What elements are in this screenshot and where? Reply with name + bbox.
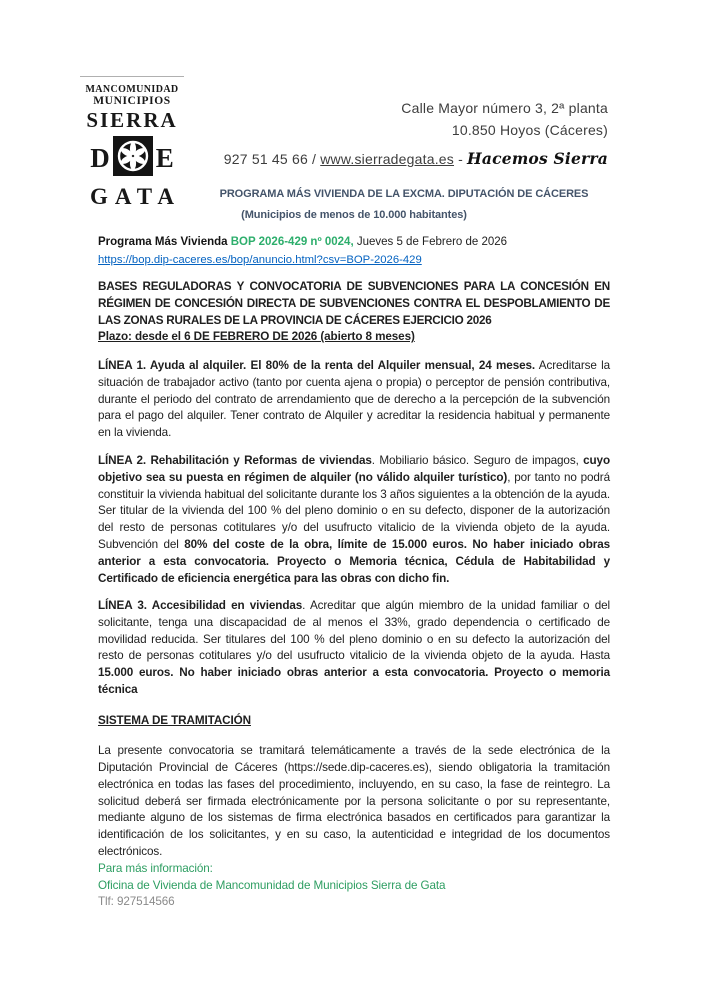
bases-paragraph: BASES REGULADORAS Y CONVOCATORIA DE SUBVENCIONES PARA LA CONCESIÓN EN RÉGIMEN DE CONCESIÓN DIRECTA DE SUBVENCIONES CONTRA EL DESPOBLAMIENTO DE LAS ZONAS RURALES DE LA PROVINCIA DE CÁCERES EJERCICIO 2026	[98, 280, 610, 327]
logo-line-municipios: MUNICIPIOS	[93, 95, 171, 107]
footer-phone-line: Tlf: 927514566	[98, 895, 175, 909]
plazo-line: Plazo: desde el 6 DE FEBRERO DE 2026 (abierto 8 meses)	[98, 330, 415, 344]
sistema-section	[98, 713, 610, 911]
bop-meta-line	[98, 234, 610, 251]
bop-date: Jueves 5 de Febrero de 2026	[353, 236, 508, 248]
program-name: Programa Más Vivienda	[98, 236, 231, 248]
phone-number: 927 51 45 66 /	[223, 151, 321, 167]
address-line-1: Calle Mayor número 3, 2ª planta	[401, 100, 608, 116]
sistema-paragraph: La presente convocatoria se tramitará telemáticamente a través de la sede electrónica de la Diputación Provincial de Cáceres (https://sede.dip-caceres.es), siendo obligatoria la tramitación electrónica en todas las fases del procedimiento, incluyendo, en su caso, la fase de reintegro. La solicitud deberá ser firmada electrónicamente por la persona solicitante o por su representante, mediante alguno de los sistemas de firma electrónica basados en certificados para garantizar la identificación de los solicitantes, y en su caso, la autenticidad e integridad de los documentos electrónicos.	[98, 744, 610, 859]
logo-line-sierra: SIERRA	[86, 108, 178, 132]
phone-row	[224, 148, 608, 171]
program-title-line2: (Municipios de menos de 10.000 habitantes)	[241, 208, 467, 221]
linea3-paragraph: LÍNEA 3. Accesibilidad en viviendas. Acreditar que algún miembro de la unidad familiar o del solicitante, tenga una discapacidad de al menos el 33%, grado dependencia o certificado de movilidad reducida. Ser titulares del 100 % del pleno dominio o en su defecto la autorización del resto de personas cotitulares y/o del usufructo vitalicio de la vivienda objeto de la ayuda. Hasta 15.000 euros. No haber iniciado obras anterior a esta convocatoria. Proyecto o memoria técnica	[98, 599, 610, 696]
bop-link-line	[98, 252, 610, 269]
bop-reference: BOP 2026-429 nº 0024,	[230, 236, 354, 248]
footer-office-line: Oficina de Vivienda de Mancomunidad de Municipios Sierra de Gata	[98, 878, 446, 892]
header-contact-block	[224, 98, 608, 171]
website-link[interactable]: www.sierradegata.es	[320, 151, 454, 167]
linea1-paragraph: LÍNEA 1. Ayuda al alquiler. El 80% de la renta del Alquiler mensual, 24 meses. Acreditarse la situación de trabajador activo (tanto por cuenta ajena o propia) o perceptor de pensión contributiva, durante el periodo del contrato de arrendamiento que de derecho a la percepción de la subvención para el pago del alquiler. Tener contrato de Alquiler y acreditar la residencia habitual y permanente en la vivienda.	[98, 359, 610, 440]
logo-letter-d: D	[90, 143, 110, 173]
rosette-flower-icon	[113, 136, 153, 181]
separator: -	[453, 151, 468, 167]
logo-de-row	[74, 136, 190, 181]
logo-divider	[80, 76, 184, 77]
sistema-heading: SISTEMA DE TRAMITACIÓN	[98, 714, 251, 727]
bop-announcement-link[interactable]: https://bop.dip-caceres.es/bop/anuncio.html?csv=BOP-2026-429	[98, 253, 422, 266]
program-title-line1: PROGRAMA MÁS VIVIENDA DE LA EXCMA. DIPUTACIÓN DE CÁCERES	[219, 188, 589, 200]
logo-line-gata: GATA	[89, 184, 182, 209]
logo-letter-e: E	[155, 143, 174, 173]
address-line-2: 10.850 Hoyos (Cáceres)	[451, 121, 608, 138]
program-title	[98, 186, 610, 224]
slogan-text: Hacemos Sierra	[467, 149, 608, 168]
bases-section	[98, 279, 610, 346]
footer-info-label: Para más información:	[98, 861, 213, 875]
logo-line-mancomunidad: MANCOMUNIDAD	[85, 84, 179, 95]
linea2-paragraph: LÍNEA 2. Rehabilitación y Reformas de viviendas. Mobiliario básico. Seguro de impagos, cuyo objetivo sea su puesta en régimen de alquiler (no válido alquiler turístico), por tanto no podrá constituir la vivienda habitual del solicitante durante los 3 años siguientes a la obtención de la ayuda. Ser titular de la vivienda del 100 % del pleno dominio o en su defecto, disponer de la autorización del resto de personas cotitulares y/o del usufructo vitalicio de la vivienda objeto de la ayuda. Subvención del 80% del coste de la obra, límite de 15.000 euros. No haber iniciado obras anterior a esta convocatoria. Proyecto o Memoria técnica, Cédula de Habitabilidad y Certificado de eficiencia energética para las obras con dicho fin.	[98, 454, 611, 585]
